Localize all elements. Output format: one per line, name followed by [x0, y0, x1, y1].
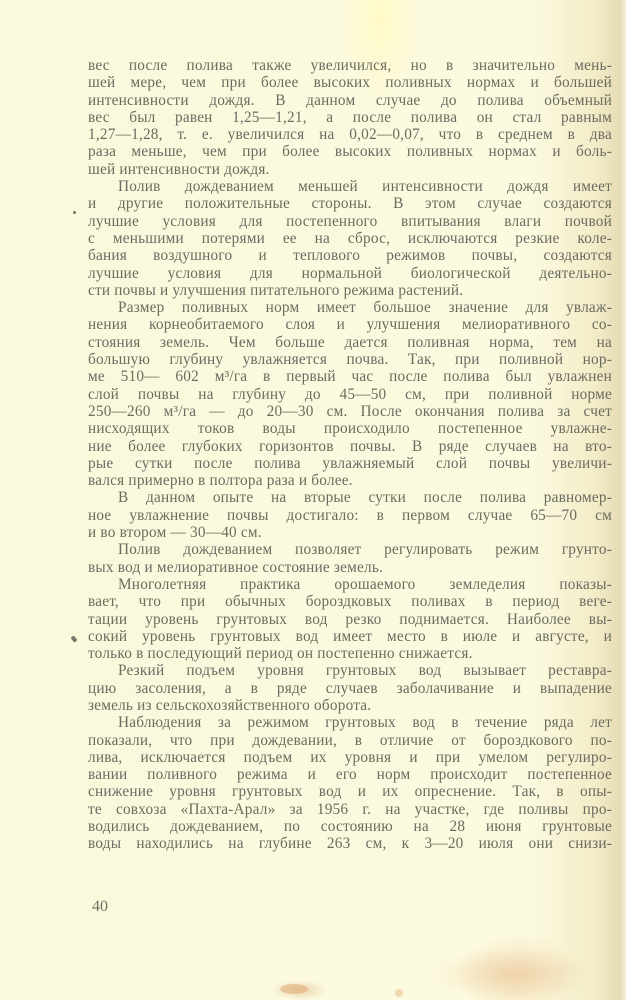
text-line: цию засоления, а в ряде случаев заболачивание и выпадение [88, 679, 612, 697]
text-line: нисходящих токов воды происходило постепенное увлажне- [88, 420, 612, 438]
text-line: вес после полива также увеличился, но в значительно мень- [88, 57, 612, 74]
text-line: вался примерно в полтора раза и более. [88, 472, 353, 490]
text-line: вает, что при обычных бороздковых поливах в период веге- [88, 593, 612, 611]
text-line: ное увлажнение почвы достигало: в первом случае 65—70 см [88, 506, 612, 524]
text-line: интенсивности дождя. В данном случае до полива объемный [88, 91, 612, 109]
text-line: ме 510— 602 м³/га в первый час после полива был увлажнен [88, 368, 612, 386]
text-line: шей интенсивности дождя. [88, 160, 270, 178]
text-line: и во втором — 30—40 см. [88, 524, 262, 542]
text-line: сти почвы и улучшения питательного режима растений. [88, 281, 464, 299]
paper-stain [430, 948, 590, 1000]
text-line: лива, исключается подъем их уровня и при умелом регулиро- [88, 748, 612, 766]
text-line: только в последующий период он постепенно снижается. [88, 645, 473, 663]
text-line: нения корнеобитаемого слоя и улучшения мелиоративного со- [88, 316, 612, 334]
paper-stain [395, 989, 403, 997]
text-line: вых вод и мелиоративное состояние земель. [88, 558, 384, 576]
page-number: 40 [92, 898, 108, 915]
margin-mark [71, 635, 78, 642]
text-line: слой почвы на глубину до 45—50 см, при поливной норме [88, 385, 612, 403]
text-line: сокий уровень грунтовых вод имеет место в июле и августе, и [88, 627, 612, 645]
text-line: стояния земель. Чем больше дается поливная норма, тем на [88, 333, 612, 351]
paper-stain [280, 984, 308, 994]
text-line: лучшие условия для постепенного впитывания влаги почвой [88, 212, 612, 230]
text-line: Резкий подъем уровня грунтовых вод вызывает реставра- [118, 662, 612, 680]
text-line: водились дождеванием, по состоянию на 28 июня грунтовые [88, 818, 612, 836]
text-line: 1,27—1,28, т. е. увеличился на 0,02—0,07, что в среднем в два [88, 126, 612, 144]
margin-speck [73, 211, 76, 214]
text-line: ние более глубоких горизонтов почвы. В ряде случаев на вто- [88, 437, 612, 455]
text-line: тации уровень грунтовых вод резко поднимается. Наиболее вы- [88, 610, 612, 628]
text-line: с меньшими потерями ее на сброс, исключаются резкие коле- [88, 229, 612, 247]
text-line: и другие положительные стороны. В этом случае создаются [88, 195, 612, 213]
text-line: раза меньше, чем при более высоких поливных нормах и боль- [88, 143, 612, 161]
text-line: рые сутки после полива увлажняемый слой почвы увеличи- [88, 454, 612, 472]
text-line: вес был равен 1,25—1,21, а после полива он стал равным [88, 108, 612, 126]
text-line: бания воздушного и теплового режимов почвы, создаются [88, 247, 612, 265]
text-line: В данном опыте на вторые сутки после полива равномер- [118, 489, 612, 507]
text-line: лучшие условия для нормальной биологической деятельно- [88, 264, 612, 282]
text-line: те совхоза «Пахта-Арал» за 1956 г. на участке, где поливы про- [88, 800, 612, 818]
text-line: снижение уровня грунтовых вод и их опреснение. Так, в опы- [88, 783, 612, 801]
text-line: Многолетняя практика орошаемого земледелия показы- [118, 575, 612, 593]
text-line: воды находились на глубине 263 см, к 3—20 июля они снизи- [88, 835, 612, 853]
text-line: земель из сельскохозяйственного оборота. [88, 696, 372, 714]
body-text [88, 57, 612, 853]
text-line: Полив дождеванием позволяет регулировать режим грунто- [118, 541, 612, 559]
text-line: Наблюдения за режимом грунтовых вод в течение ряда лет [118, 714, 612, 732]
text-line: Размер поливных норм имеет большое значение для увлаж- [118, 299, 612, 317]
text-line: большую глубину увлажняется почва. Так, при поливной нор- [88, 351, 612, 369]
text-line: показали, что при дождевании, в отличие от бороздкового по- [88, 731, 612, 749]
text-line: шей мере, чем при более высоких поливных нормах и большей [88, 74, 612, 92]
text-line: Полив дождеванием меньшей интенсивности дождя имеет [118, 178, 612, 196]
text-line: вании поливного режима и его норм происходит постепенное [88, 766, 612, 784]
text-line: 250—260 м³/га — до 20—30 см. После окончания полива за счет [88, 402, 612, 420]
